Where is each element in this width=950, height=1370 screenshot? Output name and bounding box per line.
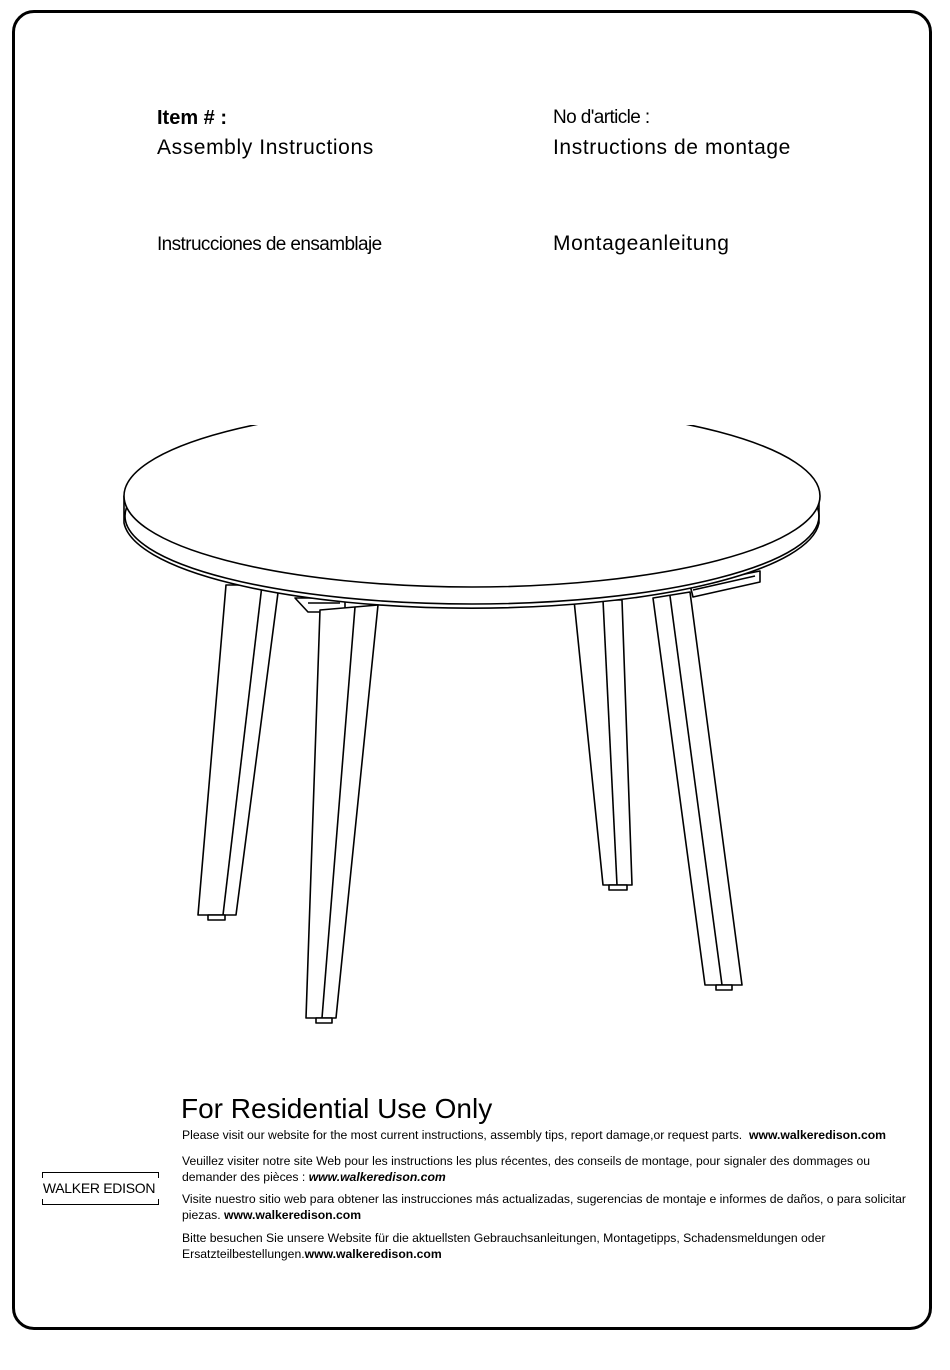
assembly-instructions-es: Instrucciones de ensamblaje (157, 234, 382, 255)
walker-edison-logo (40, 1172, 158, 1206)
instructions-en-text: Please visit our website for the most current instructions, assembly tips, report damage,or request parts. (182, 1128, 743, 1142)
table-leg-front-left (306, 605, 378, 1023)
instructions-es (182, 1191, 910, 1223)
website-link-es[interactable]: www.walkeredison.com (224, 1208, 362, 1222)
assembly-instructions-en: Assembly Instructions (157, 136, 374, 159)
instructions-fr-text: Veuillez visiter notre site Web pour les instructions les plus récentes, des conseils de montage, pour signaler des dommages ou demander des pièces : (182, 1154, 871, 1184)
item-number-label-fr: No d'article : (553, 107, 650, 128)
table-leg-back-left (198, 585, 279, 920)
logo-bracket-bottom (42, 1199, 159, 1205)
website-link-fr[interactable]: www.walkeredison.com (308, 1170, 446, 1184)
instructions-en (182, 1127, 910, 1143)
instructions-de-text: Bitte besuchen Sie unsere Website für die aktuellsten Gebrauchsanleitungen, Montagetipps, Schadensmeldungen oder Ersatzteilbestellungen. (182, 1231, 826, 1261)
website-link-de[interactable]: www.walkeredison.com (304, 1247, 442, 1261)
assembly-instructions-fr: Instructions de montage (553, 136, 791, 159)
website-link-en[interactable]: www.walkeredison.com (748, 1128, 887, 1142)
table-leg-back-right (574, 600, 632, 890)
instructions-es-text: Visite nuestro sitio web para obtener las instrucciones más actualizadas, sugerencias de montaje e informes de daños, o para solicitar piezas. (182, 1192, 906, 1222)
logo-brand-text: WALKER EDISON (42, 1180, 156, 1196)
instructions-de (182, 1230, 910, 1262)
logo-bracket-top (42, 1172, 159, 1178)
item-number-label: Item # : (157, 107, 228, 129)
round-table-illustration (115, 425, 835, 1035)
instructions-fr (182, 1153, 910, 1185)
assembly-instructions-de: Montageanleitung (553, 232, 730, 255)
residential-use-title: For Residential Use Only (181, 1093, 493, 1124)
table-leg-front-right (653, 592, 742, 990)
table-top (124, 425, 820, 608)
